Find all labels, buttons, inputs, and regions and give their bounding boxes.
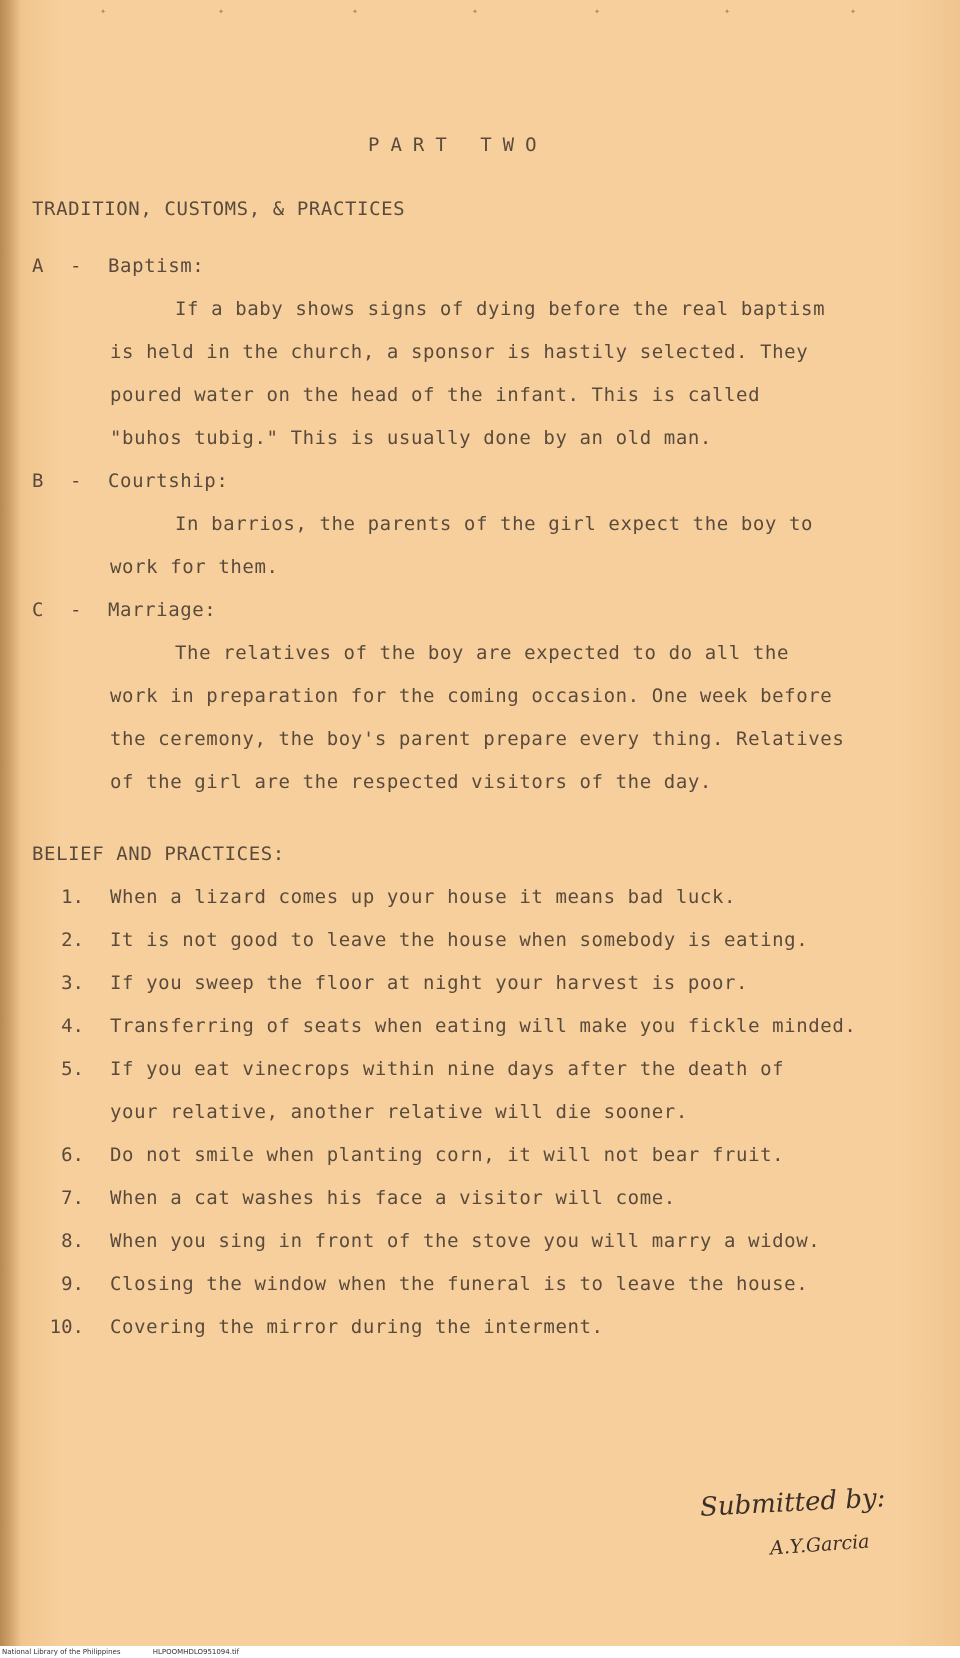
- belief-text: Closing the window when the funeral is to leave the house.: [110, 1273, 809, 1295]
- belief-number: 10.: [49, 1316, 84, 1338]
- belief-text: If you sweep the floor at night your harvest is poor.: [110, 972, 749, 994]
- section-heading: TRADITION, CUSTOMS, & PRACTICES: [32, 198, 406, 220]
- section-c-line: of the girl are the respected visitors of the day.: [110, 771, 712, 793]
- punch-mark: ✦: [218, 6, 225, 17]
- belief-text: If you eat vinecrops within nine days after the death of: [110, 1058, 785, 1080]
- belief-number: 4.: [61, 1015, 84, 1037]
- section-b-heading: Courtship:: [108, 470, 229, 492]
- footer-library: National Library of the Philippines: [2, 1648, 121, 1656]
- belief-text: It is not good to leave the house when somebody is eating.: [110, 929, 809, 951]
- belief-text: Transferring of seats when eating will make you fickle minded.: [110, 1015, 857, 1037]
- belief-number: 3.: [61, 972, 84, 994]
- belief-text: your relative, another relative will die sooner.: [110, 1101, 688, 1123]
- punch-mark: ✦: [850, 6, 857, 17]
- section-b-line: In barrios, the parents of the girl expect the boy to: [175, 513, 814, 535]
- punch-mark: ✦: [724, 6, 731, 17]
- section-a-line: "buhos tubig." This is usually done by an old man.: [110, 427, 712, 449]
- page-title: PART TWO: [368, 134, 548, 156]
- punch-mark: ✦: [352, 6, 359, 17]
- punch-mark: ✦: [472, 6, 479, 17]
- section-c-letter: C: [32, 599, 44, 621]
- belief-number: 8.: [61, 1230, 84, 1252]
- section-a-heading: Baptism:: [108, 255, 205, 277]
- section-c-dash: -: [70, 599, 82, 621]
- belief-text: When a lizard comes up your house it means bad luck.: [110, 886, 737, 908]
- section-b-dash: -: [70, 470, 82, 492]
- section-c-line: the ceremony, the boy's parent prepare every thing. Relatives: [110, 728, 845, 750]
- belief-number: 5.: [61, 1058, 84, 1080]
- belief-number: 9.: [61, 1273, 84, 1295]
- belief-number: 6.: [61, 1144, 84, 1166]
- section-a-dash: -: [70, 255, 82, 277]
- section-b-line: work for them.: [110, 556, 279, 578]
- belief-text: When you sing in front of the stove you will marry a widow.: [110, 1230, 821, 1252]
- belief-text: Covering the mirror during the interment.: [110, 1316, 604, 1338]
- submitted-by-signature: Submitted by:: [699, 1483, 887, 1523]
- belief-number: 1.: [61, 886, 84, 908]
- section-b-letter: B: [32, 470, 44, 492]
- belief-text: Do not smile when planting corn, it will not bear fruit.: [110, 1144, 785, 1166]
- belief-number: 7.: [61, 1187, 84, 1209]
- signer-initials: A.Y.Garcia: [769, 1530, 871, 1560]
- section-c-line: work in preparation for the coming occasion. One week before: [110, 685, 833, 707]
- punch-mark: ✦: [594, 6, 601, 17]
- footer-file: HLPOOMHDLO951094.tif: [152, 1648, 240, 1656]
- section-a-line: is held in the church, a sponsor is hastily selected. They: [110, 341, 809, 363]
- section-a-line: If a baby shows signs of dying before the real baptism: [175, 298, 826, 320]
- section-c-line: The relatives of the boy are expected to do all the: [175, 642, 789, 664]
- section-a-line: poured water on the head of the infant. This is called: [110, 384, 761, 406]
- archive-footer: [0, 1646, 960, 1658]
- page-edge-shadow: [0, 0, 20, 1646]
- section-a-letter: A: [32, 255, 44, 277]
- belief-text: When a cat washes his face a visitor will come.: [110, 1187, 676, 1209]
- beliefs-heading: BELIEF AND PRACTICES:: [32, 843, 285, 865]
- section-c-heading: Marriage:: [108, 599, 217, 621]
- belief-number: 2.: [61, 929, 84, 951]
- punch-mark: ✦: [100, 6, 107, 17]
